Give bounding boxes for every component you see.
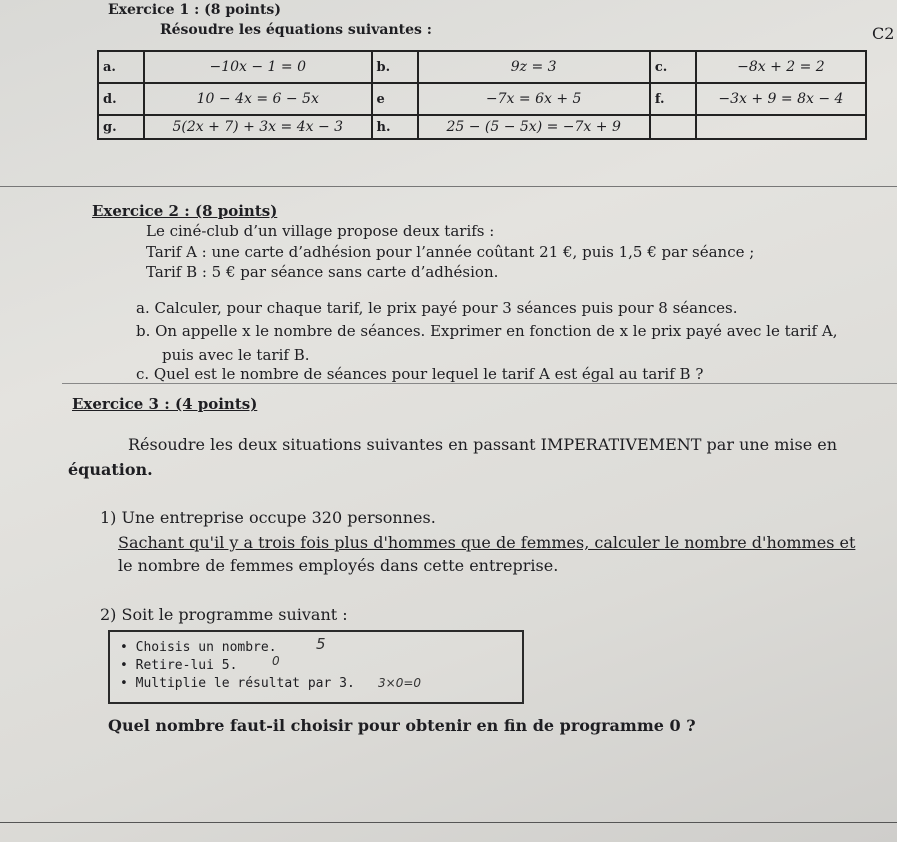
program-box [108, 630, 524, 704]
eq-label: d. [98, 83, 144, 115]
tarif-b: Tarif B : 5 € par séance sans carte d’adhésion. [146, 263, 499, 281]
equation-cell: 25 − (5 − 5x) = −7x + 9 [418, 115, 650, 139]
problem-1-text-cont: le nombre de femmes employés dans cette entreprise. [118, 556, 559, 575]
eq-label: f. [650, 83, 696, 115]
table-row [98, 51, 866, 83]
eq-label: b. [372, 51, 418, 83]
ex3-intro-cont: équation. [68, 460, 153, 479]
equation-cell: −8x + 2 = 2 [696, 51, 866, 83]
program-step: • Choisis un nombre. [120, 640, 277, 655]
question-a: a. Calculer, pour chaque tarif, le prix payé pour 3 séances puis pour 8 séances. [136, 299, 738, 317]
tarif-a: Tarif A : une carte d’adhésion pour l’année coûtant 21 €, puis 1,5 € par séance ; [146, 243, 755, 261]
equation-cell: 9z = 3 [418, 51, 650, 83]
question-b: b. On appelle x le nombre de séances. Exprimer en fonction de x le prix payé avec le tarif A, [136, 322, 838, 340]
eq-label: a. [98, 51, 144, 83]
problem-1: 1) Une entreprise occupe 320 personnes. [100, 508, 436, 527]
ex3-intro [128, 435, 837, 454]
equation-cell: −10x − 1 = 0 [144, 51, 372, 83]
equation-cell: 10 − 4x = 6 − 5x [144, 83, 372, 115]
handwritten-note: 5 [316, 635, 326, 653]
question-b-cont: puis avec le tarif B. [162, 346, 310, 364]
equation-cell: −3x + 9 = 8x − 4 [696, 83, 866, 115]
equation-cell: 5(2x + 7) + 3x = 4x − 3 [144, 115, 372, 139]
page-edge-line [62, 383, 897, 384]
ex3-title: Exercice 3 : (4 points) [72, 395, 258, 413]
handwritten-note: 0 [272, 654, 280, 668]
problem-1-text: Sachant qu'il y a trois fois plus d'hommes que de femmes, calculer le nombre d'hommes et [118, 533, 856, 552]
ex2-title: Exercice 2 : (8 points) [92, 202, 278, 220]
program-step: • Multiplie le résultat par 3. [120, 676, 355, 691]
eq-label: g. [98, 115, 144, 139]
problem-2-title: 2) Soit le programme suivant : [100, 605, 348, 624]
eq-label: h. [372, 115, 418, 139]
equations-table [97, 50, 867, 140]
ex3-intro-text: Résoudre les deux situations suivantes en passant IMPERATIVEMENT par une mise en [128, 435, 838, 454]
ex2-intro: Le ciné-club d’un village propose deux tarifs : [146, 222, 495, 240]
equation-cell [696, 115, 866, 139]
eq-label: e [372, 83, 418, 115]
eq-label [650, 115, 696, 139]
eq-label: c. [650, 51, 696, 83]
handwritten-note: 3×0=0 [378, 676, 422, 690]
table-row [98, 83, 866, 115]
corner-label: C2 [872, 24, 895, 43]
ex1-title: Exercice 1 : (8 points) [108, 2, 281, 18]
page-bottom-line [0, 822, 897, 823]
program-step: • Retire-lui 5. [120, 658, 238, 673]
page-fold-line [0, 186, 897, 187]
equation-cell: −7x = 6x + 5 [418, 83, 650, 115]
final-question: Quel nombre faut-il choisir pour obtenir en fin de programme 0 ? [108, 716, 696, 735]
table-row [98, 115, 866, 139]
ex1-instruction: Résoudre les équations suivantes : [160, 22, 432, 38]
question-c: c. Quel est le nombre de séances pour lequel le tarif A est égal au tarif B ? [136, 365, 704, 383]
